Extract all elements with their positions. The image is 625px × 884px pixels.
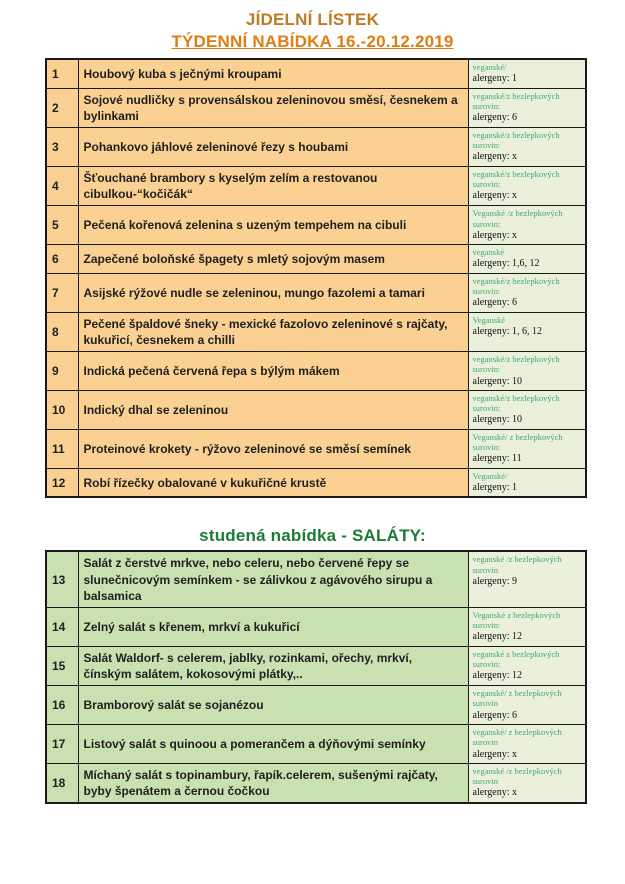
diet-label: veganské/z bezlepkových surovin: — [472, 354, 560, 375]
allergen-label: alergeny: 9 — [472, 575, 518, 587]
row-number-cell: 18 — [46, 764, 78, 804]
allergen-cell — [468, 245, 586, 274]
salads-rows — [46, 551, 586, 803]
diet-label: veganské — [472, 247, 505, 258]
dish-name-cell: Zelný salát s křenem, mrkví a kukuřicí — [78, 608, 468, 647]
row-number-cell: 15 — [46, 646, 78, 685]
allergen-cell — [468, 429, 586, 468]
diet-label: Veganské/ z bezlepkových surovin: — [472, 431, 563, 453]
page-title: JÍDELNÍ LÍSTEK — [245, 10, 380, 29]
row-number-cell: 6 — [46, 245, 78, 274]
dish-name-cell: Houbový kuba s ječnými kroupami — [78, 59, 468, 88]
menu-row — [46, 59, 586, 88]
dish-name-cell: Salát Waldorf- s celerem, jablky, rozinkami, ořechy, mrkví, čínským salátem, kokosovými plátky,.. — [78, 646, 468, 685]
allergen-cell — [468, 764, 586, 804]
dish-name-cell: Salát z čerstvé mrkve, nebo celeru, nebo červené řepy se slunečnicovým semínkem - se zálivkou z agávového sirupu a balsamica — [78, 551, 468, 607]
allergen-label: alergeny: x — [472, 787, 518, 799]
row-number-cell: 7 — [46, 273, 78, 312]
menu-row — [46, 646, 586, 685]
dish-name-cell: Asijské rýžové nudle se zeleninou, mungo fazolemi a tamari — [78, 273, 468, 312]
allergen-label: alergeny: 6 — [472, 297, 518, 309]
allergen-cell — [468, 206, 586, 245]
menu-row — [46, 468, 586, 497]
dish-name-cell: Míchaný salát s topinambury, řapík.celerem, sušenými rajčaty, byby špenátem a černou čočkou — [78, 764, 468, 804]
dish-name-cell: Proteinové krokety - rýžovo zeleninové se směsí semínek — [78, 429, 468, 468]
menu-row — [46, 128, 586, 167]
menu-row — [46, 273, 586, 312]
dish-name-cell: Robí řízečky obalované v kukuřičné krustě — [78, 468, 468, 497]
allergen-label: alergeny: x — [472, 748, 518, 760]
allergen-label: alergeny: 1,6, 12 — [472, 258, 540, 270]
allergen-cell — [468, 646, 586, 685]
menu-row — [46, 551, 586, 607]
allergen-cell — [468, 88, 586, 127]
allergen-cell — [468, 391, 586, 430]
menu-row — [46, 725, 586, 764]
weekly-menu-table — [45, 58, 587, 498]
diet-label: veganské /z bezlepkových surovin — [472, 766, 562, 787]
salads-section-title: studená nabídka - SALÁTY: — [199, 526, 426, 546]
allergen-label: alergeny: 6 — [472, 112, 518, 124]
allergen-cell — [468, 273, 586, 312]
allergen-label: alergeny: 11 — [472, 453, 522, 465]
allergen-label: alergeny: 1, 6, 12 — [472, 325, 543, 337]
dish-name-cell: Sojové nudličky s provensálskou zeleninovou směsí, česnekem a bylinkami — [78, 88, 468, 127]
row-number-cell: 5 — [46, 206, 78, 245]
menu-row — [46, 88, 586, 127]
menu-row — [46, 391, 586, 430]
weekly-menu-rows — [46, 59, 586, 497]
diet-label: Veganské z bezlepkových surovin: — [472, 610, 561, 631]
dish-name-cell: Indický dhal se zeleninou — [78, 391, 468, 430]
allergen-cell — [468, 468, 586, 497]
allergen-cell — [468, 128, 586, 167]
allergen-label: alergeny: x — [472, 151, 518, 163]
diet-label: veganské/z bezlepkových surovin: — [472, 168, 560, 190]
dish-name-cell: Zapečené boloňské špagety s mletý sojovým masem — [78, 245, 468, 274]
row-number-cell: 4 — [46, 166, 78, 205]
page-subtitle: TÝDENNÍ NABÍDKA 16.-20.12.2019 — [171, 32, 454, 51]
row-number-cell: 14 — [46, 608, 78, 647]
row-number-cell: 16 — [46, 686, 78, 725]
allergen-label: alergeny: 1 — [472, 481, 518, 493]
row-number-cell: 2 — [46, 88, 78, 127]
diet-label: veganské/z bezlepkových surovin: — [472, 90, 560, 111]
allergen-label: alergeny: 12 — [472, 670, 523, 682]
menu-row — [46, 352, 586, 391]
menu-row — [46, 686, 586, 725]
allergen-cell — [468, 312, 586, 351]
allergen-cell — [468, 686, 586, 725]
diet-label: veganské/ z bezlepkových surovin — [472, 727, 562, 748]
allergen-label: alergeny: 12 — [472, 631, 523, 643]
diet-label: veganské/ — [472, 62, 507, 72]
allergen-cell — [468, 166, 586, 205]
diet-label: veganské/ z bezlepkových surovin — [472, 688, 562, 709]
row-number-cell: 13 — [46, 551, 78, 607]
diet-label: Veganské — [472, 314, 506, 325]
allergen-cell — [468, 725, 586, 764]
row-number-cell: 10 — [46, 391, 78, 430]
diet-label: veganské z bezlepkových surovin: — [472, 648, 560, 670]
menu-row — [46, 764, 586, 804]
row-number-cell: 17 — [46, 725, 78, 764]
dish-name-cell: Pohankovo jáhlové zeleninové řezy s houbami — [78, 128, 468, 167]
menu-row — [46, 608, 586, 647]
dish-name-cell: Listový salát s quinoou a pomerančem a dýňovými semínky — [78, 725, 468, 764]
dish-name-cell: Šťouchané brambory s kyselým zelím a restovanou cibulkou-“kočičák“ — [78, 166, 468, 205]
diet-label: veganské/z bezlepkových surovin: — [472, 393, 560, 414]
salads-table — [45, 550, 587, 804]
menu-row — [46, 206, 586, 245]
diet-label: veganské /z bezlepkových surovin — [472, 554, 562, 575]
row-number-cell: 3 — [46, 128, 78, 167]
diet-label: Veganské /z bezlepkových surovin: — [472, 208, 563, 229]
diet-label: Veganské/ — [472, 470, 508, 481]
allergen-label: alergeny: x — [472, 190, 518, 202]
row-number-cell: 9 — [46, 352, 78, 391]
allergen-cell — [468, 608, 586, 647]
allergen-cell — [468, 59, 586, 88]
dish-name-cell: Pečená kořenová zelenina s uzeným tempehem na cibuli — [78, 206, 468, 245]
row-number-cell: 12 — [46, 468, 78, 497]
dish-name-cell: Pečené špaldové šneky - mexické fazolovo zeleninové s rajčaty, kukuřicí, česnekem a chilli — [78, 312, 468, 351]
row-number-cell: 1 — [46, 59, 78, 88]
row-number-cell: 11 — [46, 429, 78, 468]
diet-label: veganské/z bezlepkových surovin: — [472, 275, 560, 297]
diet-label: veganské/z bezlepkových surovin: — [472, 130, 560, 151]
dish-name-cell: Indická pečená červená řepa s býlým mákem — [78, 352, 468, 391]
allergen-label: alergeny: 1 — [472, 73, 518, 85]
allergen-label: alergeny: 10 — [472, 414, 523, 426]
menu-row — [46, 245, 586, 274]
menu-row — [46, 312, 586, 351]
allergen-label: alergeny: x — [472, 229, 518, 241]
menu-row — [46, 429, 586, 468]
allergen-label: alergeny: 10 — [472, 375, 523, 387]
dish-name-cell: Bramborový salát se sojanézou — [78, 686, 468, 725]
row-number-cell: 8 — [46, 312, 78, 351]
allergen-cell — [468, 352, 586, 391]
menu-row — [46, 166, 586, 205]
allergen-cell — [468, 551, 586, 607]
allergen-label: alergeny: 6 — [472, 709, 518, 721]
